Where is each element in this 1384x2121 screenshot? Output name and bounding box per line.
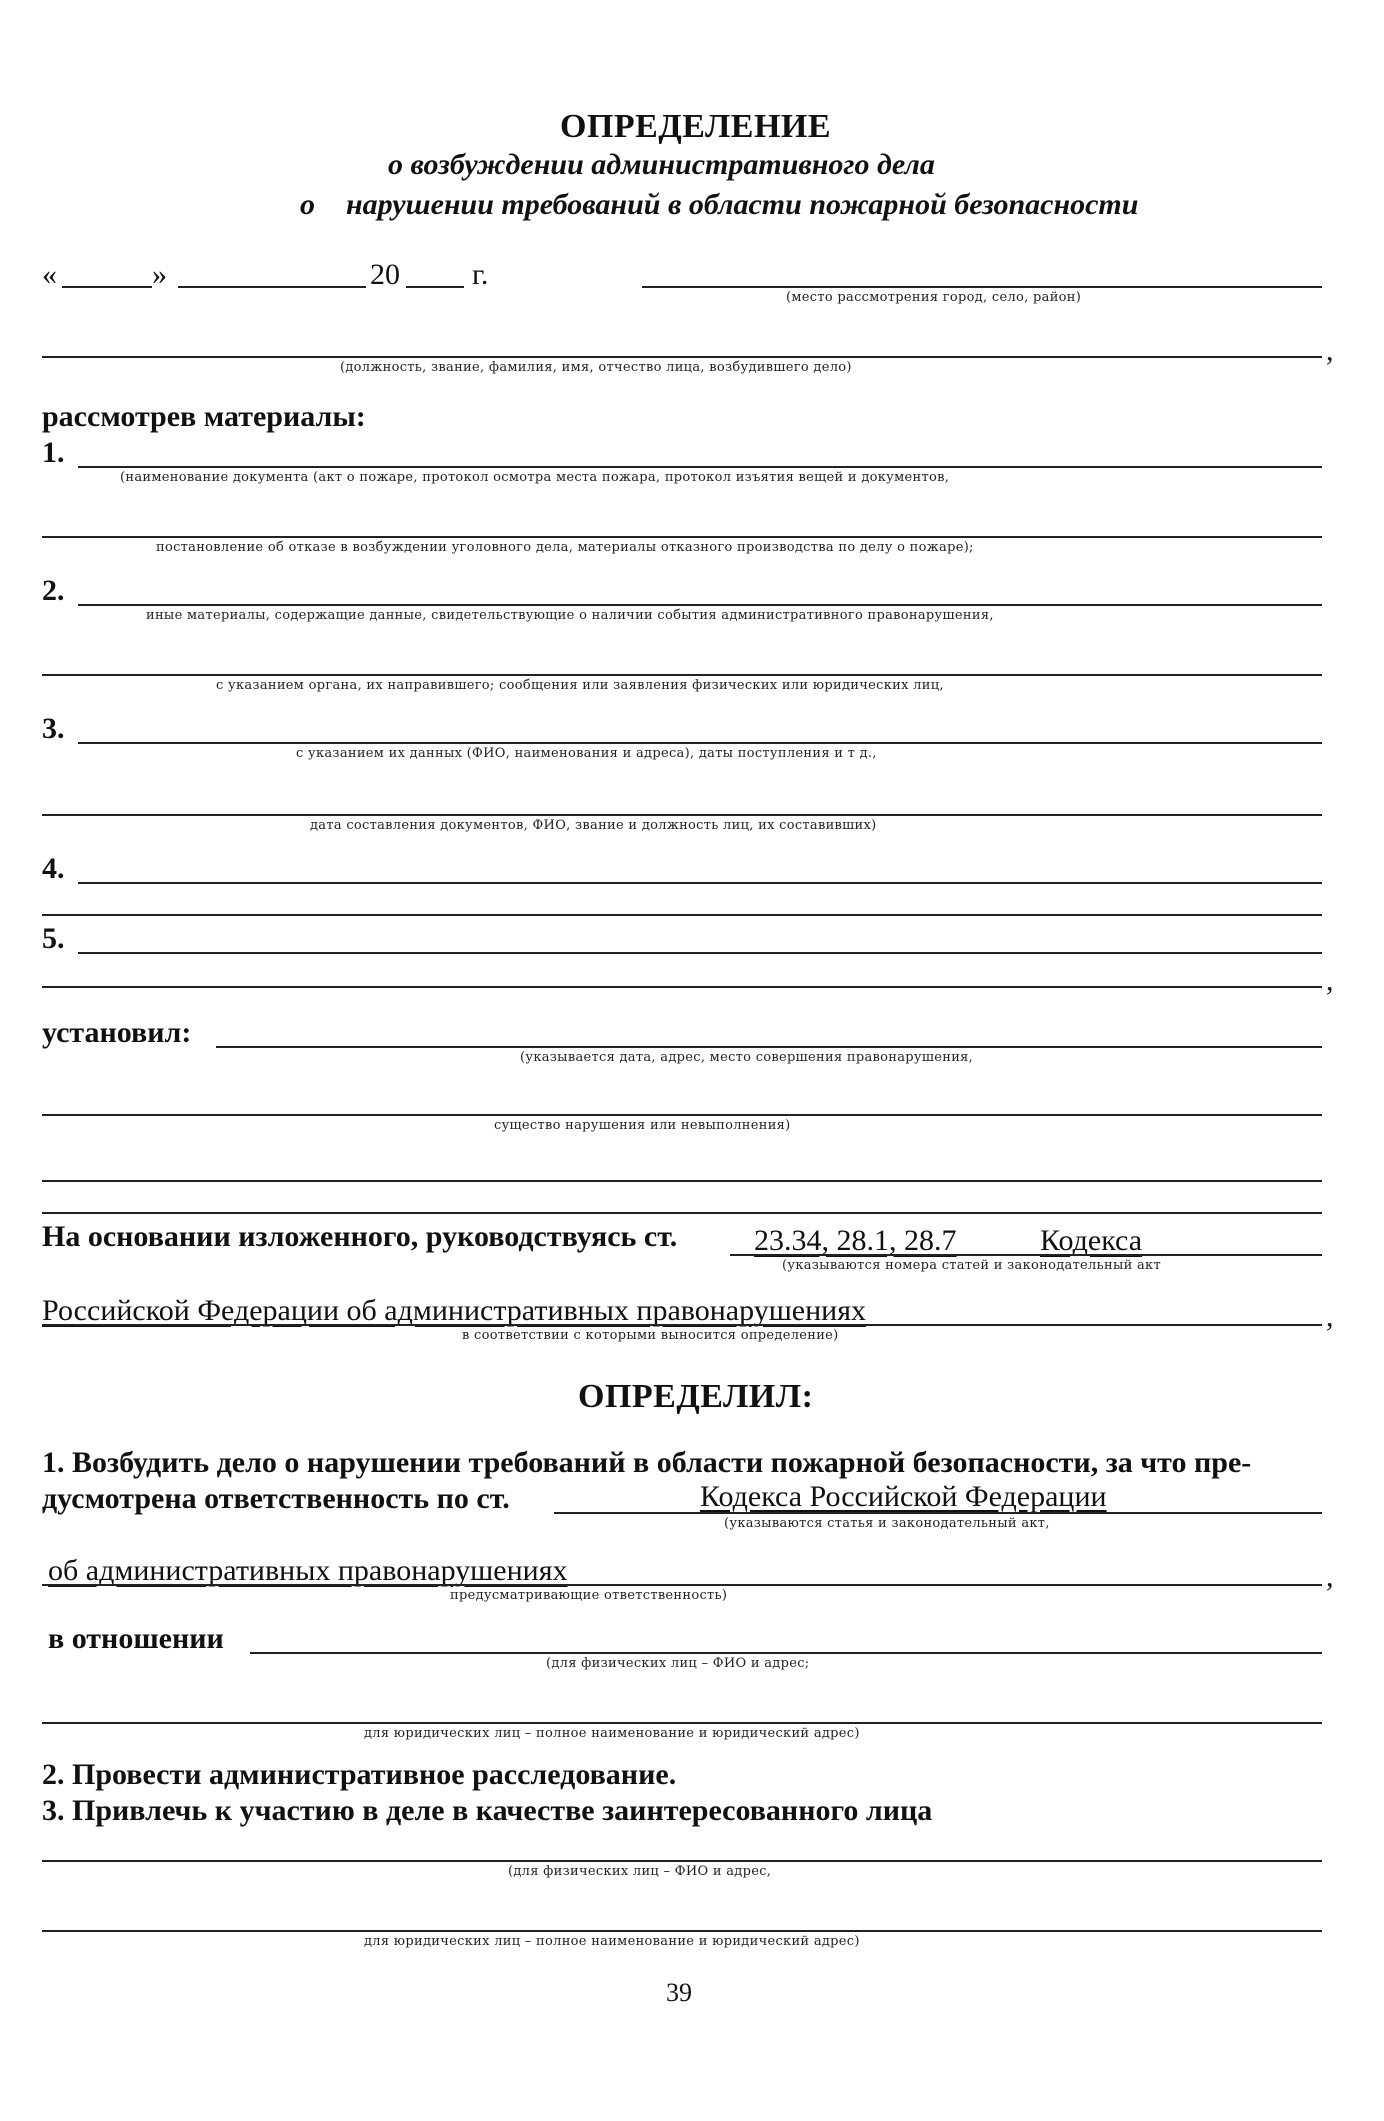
basis-comma: , bbox=[1326, 1300, 1334, 1333]
item-1-hint-2: постановление об отказе в возбуждении уголовного дела, материалы отказного производства по делу о пожаре); bbox=[156, 540, 974, 555]
established-field-4[interactable] bbox=[42, 1212, 1322, 1214]
basis-articles-field[interactable] bbox=[730, 1254, 1322, 1256]
item-2-number: 2. bbox=[42, 574, 65, 607]
basis-hint-2: в соответствии с которыми выносится определение) bbox=[462, 1328, 839, 1343]
item-4-field-2[interactable] bbox=[42, 914, 1322, 916]
basis-code: Кодекса bbox=[1040, 1224, 1143, 1257]
decision-p1-line1: 1. Возбудить дело о нарушении требований в области пожарной безопасности, за что пре- bbox=[42, 1446, 1252, 1479]
document-subtitle-2-prefix: о bbox=[300, 188, 315, 221]
date-year-field[interactable] bbox=[406, 286, 464, 288]
decision-p1-code: Кодекса Российской Федерации bbox=[700, 1480, 1107, 1513]
decision-title: ОПРЕДЕЛИЛ: bbox=[578, 1378, 814, 1415]
date-year-prefix: 20 bbox=[370, 258, 400, 291]
considered-label: рассмотрев материалы: bbox=[42, 400, 366, 433]
item-2-field-2[interactable] bbox=[42, 674, 1322, 676]
decision-p2: 2. Провести административное расследование. bbox=[42, 1758, 677, 1791]
basis-hint: (указываются номера статей и законодательный акт bbox=[782, 1258, 1161, 1273]
established-field[interactable] bbox=[216, 1046, 1322, 1048]
item-4-number: 4. bbox=[42, 852, 65, 885]
basis-text: На основании изложенного, руководствуясь ст. bbox=[42, 1220, 678, 1253]
date-month-field[interactable] bbox=[178, 286, 366, 288]
place-hint: (место рассмотрения город, село, район) bbox=[786, 290, 1082, 305]
item-3-number: 3. bbox=[42, 712, 65, 745]
established-label: установил: bbox=[42, 1016, 192, 1049]
decision-p1-hint-2: предусматривающие ответственность) bbox=[450, 1588, 728, 1603]
official-comma: , bbox=[1326, 334, 1334, 367]
regard-hint-1: (для физических лиц – ФИО и адрес; bbox=[546, 1656, 810, 1671]
item-1-number: 1. bbox=[42, 436, 65, 469]
official-hint: (должность, звание, фамилия, имя, отчество лица, возбудившего дело) bbox=[340, 360, 852, 375]
item-1-field-2[interactable] bbox=[42, 536, 1322, 538]
p3-hint-2: для юридических лиц – полное наименование и юридический адрес) bbox=[364, 1934, 860, 1949]
item-3-hint-2: дата составления документов, ФИО, звание и должность лиц, их составивших) bbox=[310, 818, 877, 833]
page-number: 39 bbox=[666, 1978, 692, 2007]
item-3-hint-1: с указанием их данных (ФИО, наименования и адреса), даты поступления и т д., bbox=[296, 746, 877, 761]
document-subtitle-2: нарушении требований в области пожарной безопасности bbox=[346, 188, 1139, 221]
p3-hint-1: (для физических лиц – ФИО и адрес, bbox=[508, 1864, 772, 1879]
date-day-field[interactable] bbox=[62, 286, 152, 288]
item-5-comma: , bbox=[1326, 964, 1334, 997]
item-5-field-2[interactable] bbox=[42, 986, 1322, 988]
decision-p1-line2: дусмотрена ответственность по ст. bbox=[42, 1482, 510, 1515]
p3-field-2[interactable] bbox=[42, 1930, 1322, 1932]
regard-hint-2: для юридических лиц – полное наименование и юридический адрес) bbox=[364, 1726, 860, 1741]
established-hint-1: (указывается дата, адрес, место совершения правонарушения, bbox=[520, 1050, 974, 1065]
regard-field-2[interactable] bbox=[42, 1722, 1322, 1724]
item-1-field[interactable] bbox=[78, 466, 1322, 468]
decision-p3: 3. Привлечь к участию в деле в качестве заинтересованного лица bbox=[42, 1794, 933, 1827]
item-2-hint-1: иные материалы, содержащие данные, свидетельствующие о наличии события административного правонарушения, bbox=[146, 608, 994, 623]
basis-law-name: Российской Федерации об административных правонарушениях bbox=[42, 1294, 867, 1327]
basis-articles[interactable]: 23.34, 28.1, 28.7 bbox=[754, 1224, 957, 1257]
established-field-2[interactable] bbox=[42, 1114, 1322, 1116]
date-year-suffix: г. bbox=[472, 258, 489, 291]
item-3-field[interactable] bbox=[78, 742, 1322, 744]
basis-law-field[interactable] bbox=[42, 1324, 1322, 1326]
regard-label: в отношении bbox=[48, 1622, 224, 1655]
item-4-field[interactable] bbox=[78, 882, 1322, 884]
item-1-hint-1: (наименование документа (акт о пожаре, протокол осмотра места пожара, протокол изъятия вещей и документов, bbox=[120, 470, 950, 485]
decision-p1-law-field[interactable] bbox=[42, 1584, 1322, 1586]
decision-p1-article-field[interactable] bbox=[554, 1512, 1322, 1514]
established-hint-2: существо нарушения или невыполнения) bbox=[494, 1118, 791, 1133]
decision-p1-law: об административных правонарушениях bbox=[48, 1554, 568, 1587]
p3-field[interactable] bbox=[42, 1860, 1322, 1862]
item-5-number: 5. bbox=[42, 922, 65, 955]
item-5-field[interactable] bbox=[78, 952, 1322, 954]
decision-p1-hint: (указываются статья и законодательный акт, bbox=[724, 1516, 1050, 1531]
regard-field[interactable] bbox=[250, 1652, 1322, 1654]
place-field[interactable] bbox=[642, 286, 1322, 288]
item-3-field-2[interactable] bbox=[42, 814, 1322, 816]
official-field[interactable] bbox=[42, 356, 1322, 358]
document-subtitle-1: о возбуждении административного дела bbox=[388, 148, 935, 181]
date-open-quote: « bbox=[42, 258, 57, 291]
date-close-quote: » bbox=[152, 258, 167, 291]
decision-p1-comma: , bbox=[1326, 1560, 1334, 1593]
item-2-field[interactable] bbox=[78, 604, 1322, 606]
document-title: ОПРЕДЕЛЕНИЕ bbox=[560, 108, 832, 145]
item-2-hint-2: с указанием органа, их направившего; сообщения или заявления физических или юридических лиц, bbox=[216, 678, 944, 693]
established-field-3[interactable] bbox=[42, 1180, 1322, 1182]
